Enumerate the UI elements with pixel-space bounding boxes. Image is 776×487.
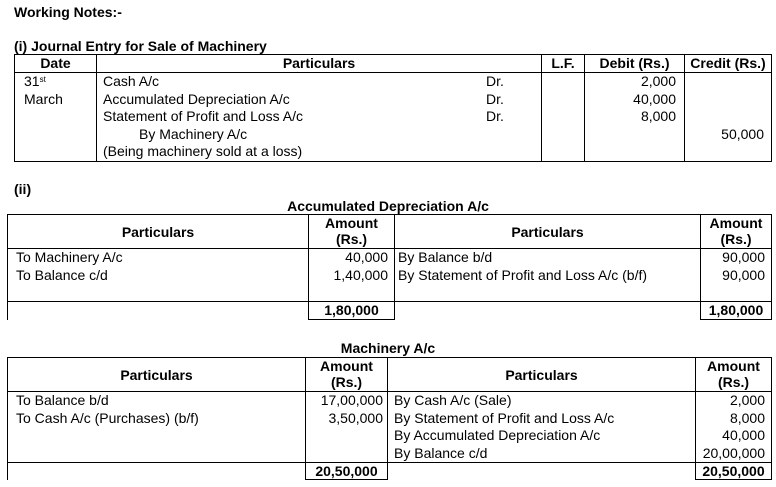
machinery-header-amount-dr: Amount (Rs.) [306,358,388,392]
journal-header-debit: Debit (Rs.) [585,55,685,73]
ledger-entry: To Balance b/d [16,392,109,408]
journal-header-date: Date [15,55,97,73]
journal-row-particulars: Cash A/c [103,73,160,89]
machinery-header-particulars-dr: Particulars [8,358,306,392]
acc-dep-debit-amounts [309,249,395,302]
ledger-amount: 2,000 [729,392,765,408]
journal-date-month: March [24,90,63,107]
journal-header-particulars: Particulars [97,55,542,73]
journal-table [14,54,772,162]
ledger-entry: By Accumulated Depreciation A/c [394,427,601,443]
machinery-ledger [7,357,772,480]
ledger-amount: 8,000 [729,409,765,426]
working-notes-title: Working Notes:- [14,4,122,20]
acc-dep-header-particulars-cr: Particulars [395,215,701,249]
ledger-amount: 17,00,000 [320,392,383,408]
journal-row-particulars: By Machinery A/c [139,125,248,142]
journal-heading: (i) Journal Entry for Sale of Machinery [14,38,267,54]
machinery-debit-particulars [8,392,306,463]
journal-dr-label: Dr. [486,108,504,124]
ledger-entry: By Cash A/c (Sale) [394,392,512,408]
acc-dep-title: Accumulated Depreciation A/c [287,198,489,214]
machinery-credit-amounts [696,392,772,463]
machinery-title: Machinery A/c [340,340,436,356]
journal-debit-cell [585,73,685,162]
journal-date-sup: st [39,75,46,84]
acc-dep-header-amount-dr: Amount (Rs.) [309,215,395,249]
acc-dep-credit-particulars [395,249,701,302]
journal-row-particulars: Statement of Profit and Loss A/c [103,108,303,124]
ledger-entry: To Balance c/d [16,266,108,283]
journal-debit-amount: 40,000 [633,90,676,107]
journal-debit-amount: 2,000 [640,73,676,89]
machinery-header-amount-cr: Amount (Rs.) [696,358,772,392]
journal-credit-amount: 50,000 [721,125,764,142]
ledger-entry: By Balance b/d [398,249,493,265]
section-ii-label: (ii) [14,181,32,197]
ledger-entry: By Statement of Profit and Loss A/c (b/f) [398,266,648,283]
journal-particulars-cell [97,73,542,162]
acc-dep-header-particulars-dr: Particulars [8,215,309,249]
acc-dep-header-amount-cr: Amount (Rs.) [701,215,772,249]
journal-row-particulars: Accumulated Depreciation A/c [103,90,290,107]
machinery-debit-amounts [306,392,388,463]
machinery-debit-total: 20,50,000 [306,463,388,480]
ledger-amount: 90,000 [722,249,765,265]
journal-dr-label: Dr. [486,90,504,107]
journal-date-day: 31 [24,73,40,89]
journal-header-lf: L.F. [542,55,585,73]
ledger-amount: 40,000 [345,249,388,265]
ledger-entry: By Statement of Profit and Loss A/c [394,409,615,426]
acc-dep-credit-total: 1,80,000 [701,302,772,320]
journal-credit-cell [685,73,772,162]
ledger-amount: 20,00,000 [702,444,765,461]
ledger-amount: 40,000 [722,427,765,443]
journal-row-narration: (Being machinery sold at a loss) [103,143,303,159]
journal-date-cell [15,73,97,162]
ledger-amount: 90,000 [722,266,765,283]
journal-dr-label: Dr. [486,73,504,89]
acc-dep-debit-total: 1,80,000 [309,302,395,320]
machinery-header-particulars-cr: Particulars [388,358,696,392]
ledger-entry: To Cash A/c (Purchases) (b/f) [16,409,199,426]
ledger-entry: By Balance c/d [394,444,488,461]
acc-dep-credit-amounts [701,249,772,302]
machinery-credit-total: 20,50,000 [696,463,772,480]
ledger-amount: 1,40,000 [333,266,388,283]
journal-debit-amount: 8,000 [640,108,676,124]
machinery-credit-particulars [388,392,696,463]
journal-lf-cell [542,73,585,162]
ledger-entry: To Machinery A/c [16,249,123,265]
acc-dep-ledger [7,214,772,320]
journal-header-credit: Credit (Rs.) [685,55,772,73]
acc-dep-debit-particulars [8,249,309,302]
ledger-amount: 3,50,000 [328,409,383,426]
